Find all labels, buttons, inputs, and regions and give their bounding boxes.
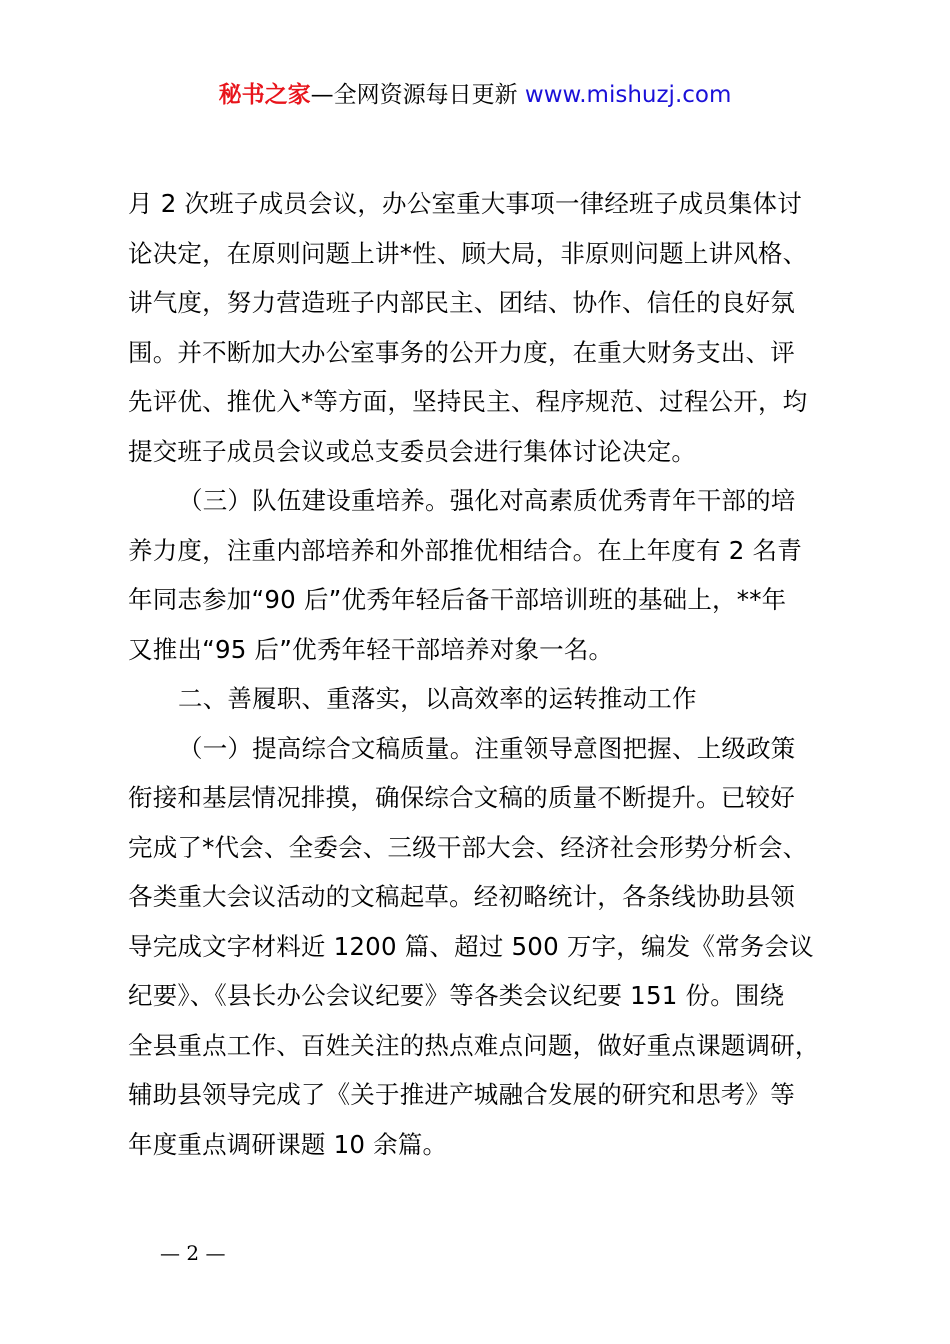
text-line: 辅助县领导完成了《关于推进产城融合发展的研究和思考》等 (128, 1080, 795, 1109)
text-line: 围。并不断加大办公室事务的公开力度，在重大财务支出、评 (128, 337, 795, 367)
text-line: 又推出“95 后”优秀年轻干部培养对象一名。 (128, 634, 614, 664)
page-number: — 2 — (160, 1241, 226, 1265)
paragraph-start-line: （一）提高综合文稿质量。注重领导意图把握、上级政策 (178, 733, 796, 763)
text-line: 各类重大会议活动的文稿起草。经初略统计，各条线协助县领 (128, 882, 795, 911)
section-heading: 二、善履职、重落实，以高效率的运转推动工作 (178, 684, 697, 713)
text-line: 衔接和基层情况排摸，确保综合文稿的质量不断提升。已较好 (128, 783, 795, 812)
text-line: 完成了*代会、全委会、三级干部大会、经济社会形势分析会、 (128, 832, 808, 862)
document-body (128, 184, 844, 1174)
text-line: 讲气度，努力营造班子内部民主、团结、协作、信任的良好氛 (128, 288, 795, 317)
text-line: 月 2 次班子成员会议，办公室重大事项一律经班子成员集体讨 (128, 189, 802, 218)
site-banner (0, 80, 950, 110)
site-url[interactable]: www.mishuzj.com (524, 82, 732, 108)
text-line: 养力度，注重内部培养和外部推优相结合。在上年度有 2 名青 (128, 535, 802, 565)
text-line: 年度重点调研课题 10 余篇。 (128, 1129, 448, 1159)
text-line: 全县重点工作、百姓关注的热点难点问题，做好重点课题调研， (128, 1030, 820, 1060)
text-line: 先评优、推优入*等方面，坚持民主、程序规范、过程公开，均 (128, 387, 808, 416)
text-line: 论决定，在原则问题上讲*性、顾大局，非原则问题上讲风格、 (128, 238, 808, 268)
text-line: 导完成文字材料近 1200 篇、超过 500 万字，编发《常务会议 (128, 931, 814, 961)
text-line: 年同志参加“90 后”优秀年轻后备干部培训班的基础上，**年 (128, 585, 787, 614)
banner-slogan: —全网资源每日更新 (310, 82, 518, 108)
text-line: 纪要》、《县长办公会议纪要》等各类会议纪要 151 份。围绕 (128, 981, 785, 1010)
paragraph-start-line: （三）队伍建设重培养。强化对高素质优秀青年干部的培 (178, 486, 796, 515)
text-line: 提交班子成员会议或总支委员会进行集体讨论决定。 (128, 436, 697, 466)
brand-name: 秘书之家 (218, 82, 311, 108)
